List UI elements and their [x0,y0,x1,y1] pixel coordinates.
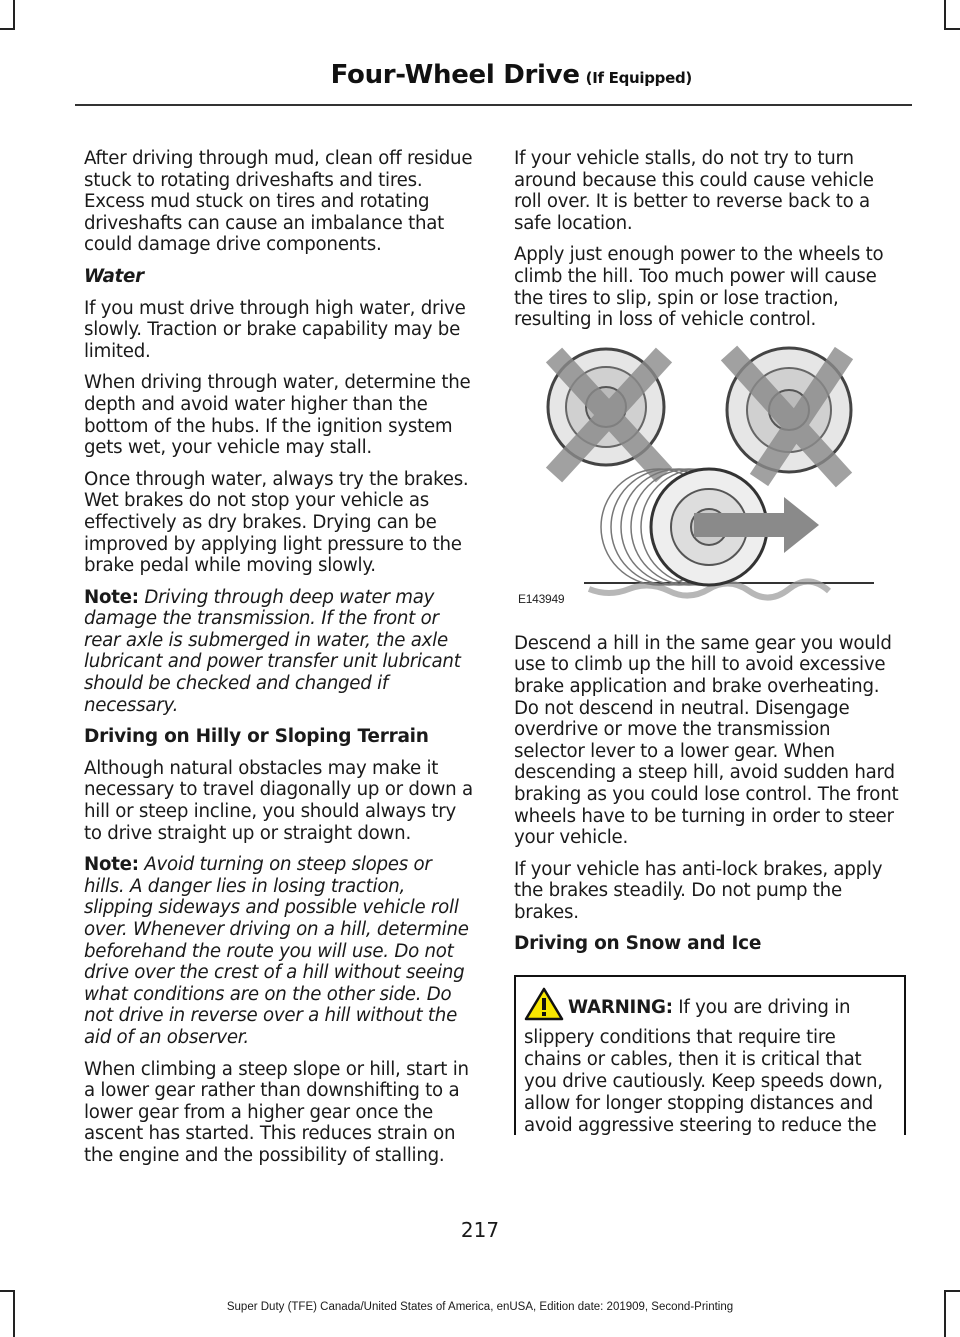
header-subtitle: (If Equipped) [585,69,692,87]
paragraph: Descend a hill in the same gear you would use to climb up the hill to avoid excessive brake application and brake overheating. Do not descend in neutral. Disengage overdrive or move the transmission selector lever to a lower gear. When descending a steep hill, avoid sudden hard braking as you could lose control. The front wheels have to be turning in order to steer your vehicle. [514,632,899,849]
note-text: Driving through deep water may damage the transmission. If the front or rear axle is submerged in water, the axle lubricant and power transfer unit lubricant should be checked and changed if necessary. [84,586,461,716]
right-column [514,148,906,1135]
page-number: 217 [460,1218,500,1242]
paragraph: When driving through water, determine the depth and avoid water higher than the bottom of the hubs. If the ignition system gets wet, your vehicle may stall. [84,372,471,459]
slipping-tire-icon [727,348,851,480]
paragraph: If your vehicle has anti-lock brakes, apply the brakes steadily. Do not pump the brakes. [514,858,883,923]
page-header [331,60,692,90]
paragraph: Once through water, always try the brakes. Wet brakes do not stop your vehicle as effectively as dry brakes. Drying can be improved by applying light pressure to the brake pedal while moving slowly. [84,468,469,577]
snow-ice-heading: Driving on Snow and Ice [514,933,762,955]
paragraph: Although natural obstacles may make it necessary to travel diagonally up or down a hill or steep incline, you should always try to drive straight up or straight down. [84,757,473,844]
warning-triangle-icon [524,987,564,1027]
note-text: Avoid turning on steep slopes or hills. A danger lies in losing traction, slipping sideways and possible vehicle roll over. Whenever driving on a hill, determine beforehand the route you will use. Do not drive over the crest of a hill without seeing what conditions are on the other side. Do not drive in reverse over a hill without the aid of an observer. [84,854,469,1048]
paragraph: After driving through mud, clean off residue stuck to rotating driveshafts and tires. Excess mud stuck on tires and rotating driveshafts can cause an imbalance that could damage drive components. [84,148,473,256]
crop-mark [0,28,14,30]
note-label: Note: [84,586,139,608]
crop-mark [13,1290,15,1337]
crop-mark [946,1290,960,1292]
warning-label: WARNING: [568,997,673,1019]
note-deep-water [84,587,476,717]
paragraph: If you must drive through high water, drive slowly. Traction or brake capability may be limited. [84,297,466,362]
note-label: Note: [84,854,139,876]
header-rule [75,104,912,106]
figure-label: E143949 [518,592,565,607]
tire-slip-illustration [514,345,906,613]
crop-mark [13,0,15,30]
footer: Super Duty (TFE) Canada/United States of America, enUSA, Edition date: 201909, Second-Printing [226,1301,734,1313]
crop-mark [944,1290,946,1337]
note-steep-slopes [84,854,476,1048]
warning-text: If you are driving in slippery conditions that require tire chains or cables, then it is critical that you drive cautiously. Keep speeds down, allow for longer stopping distances and avoid aggressive steering to reduce the [524,997,883,1137]
paragraph: When climbing a steep slope or hill, start in a lower gear rather than downshifting to a lower gear from a higher gear once the ascent has started. This reduces strain on the engine and the possibility of stalling. [84,1058,469,1166]
hill-climbing-illustration [514,345,906,613]
warning-box [514,975,906,1135]
spinning-tire-icon [548,349,664,475]
paragraph: If your vehicle stalls, do not try to turn around because this could cause vehicle roll over. It is better to reverse back to a safe location. [514,148,874,234]
crop-mark [946,28,960,30]
header-title: Four-Wheel Drive [330,60,580,90]
left-column [84,148,476,1177]
paragraph: Apply just enough power to the wheels to climb the hill. Too much power will cause the tires to slip, spin or lose traction, resulting in loss of vehicle control. [514,244,884,331]
water-heading: Water [84,265,144,287]
hilly-terrain-heading: Driving on Hilly or Sloping Terrain [84,726,429,748]
crop-mark [944,0,946,30]
crop-mark [0,1290,14,1292]
